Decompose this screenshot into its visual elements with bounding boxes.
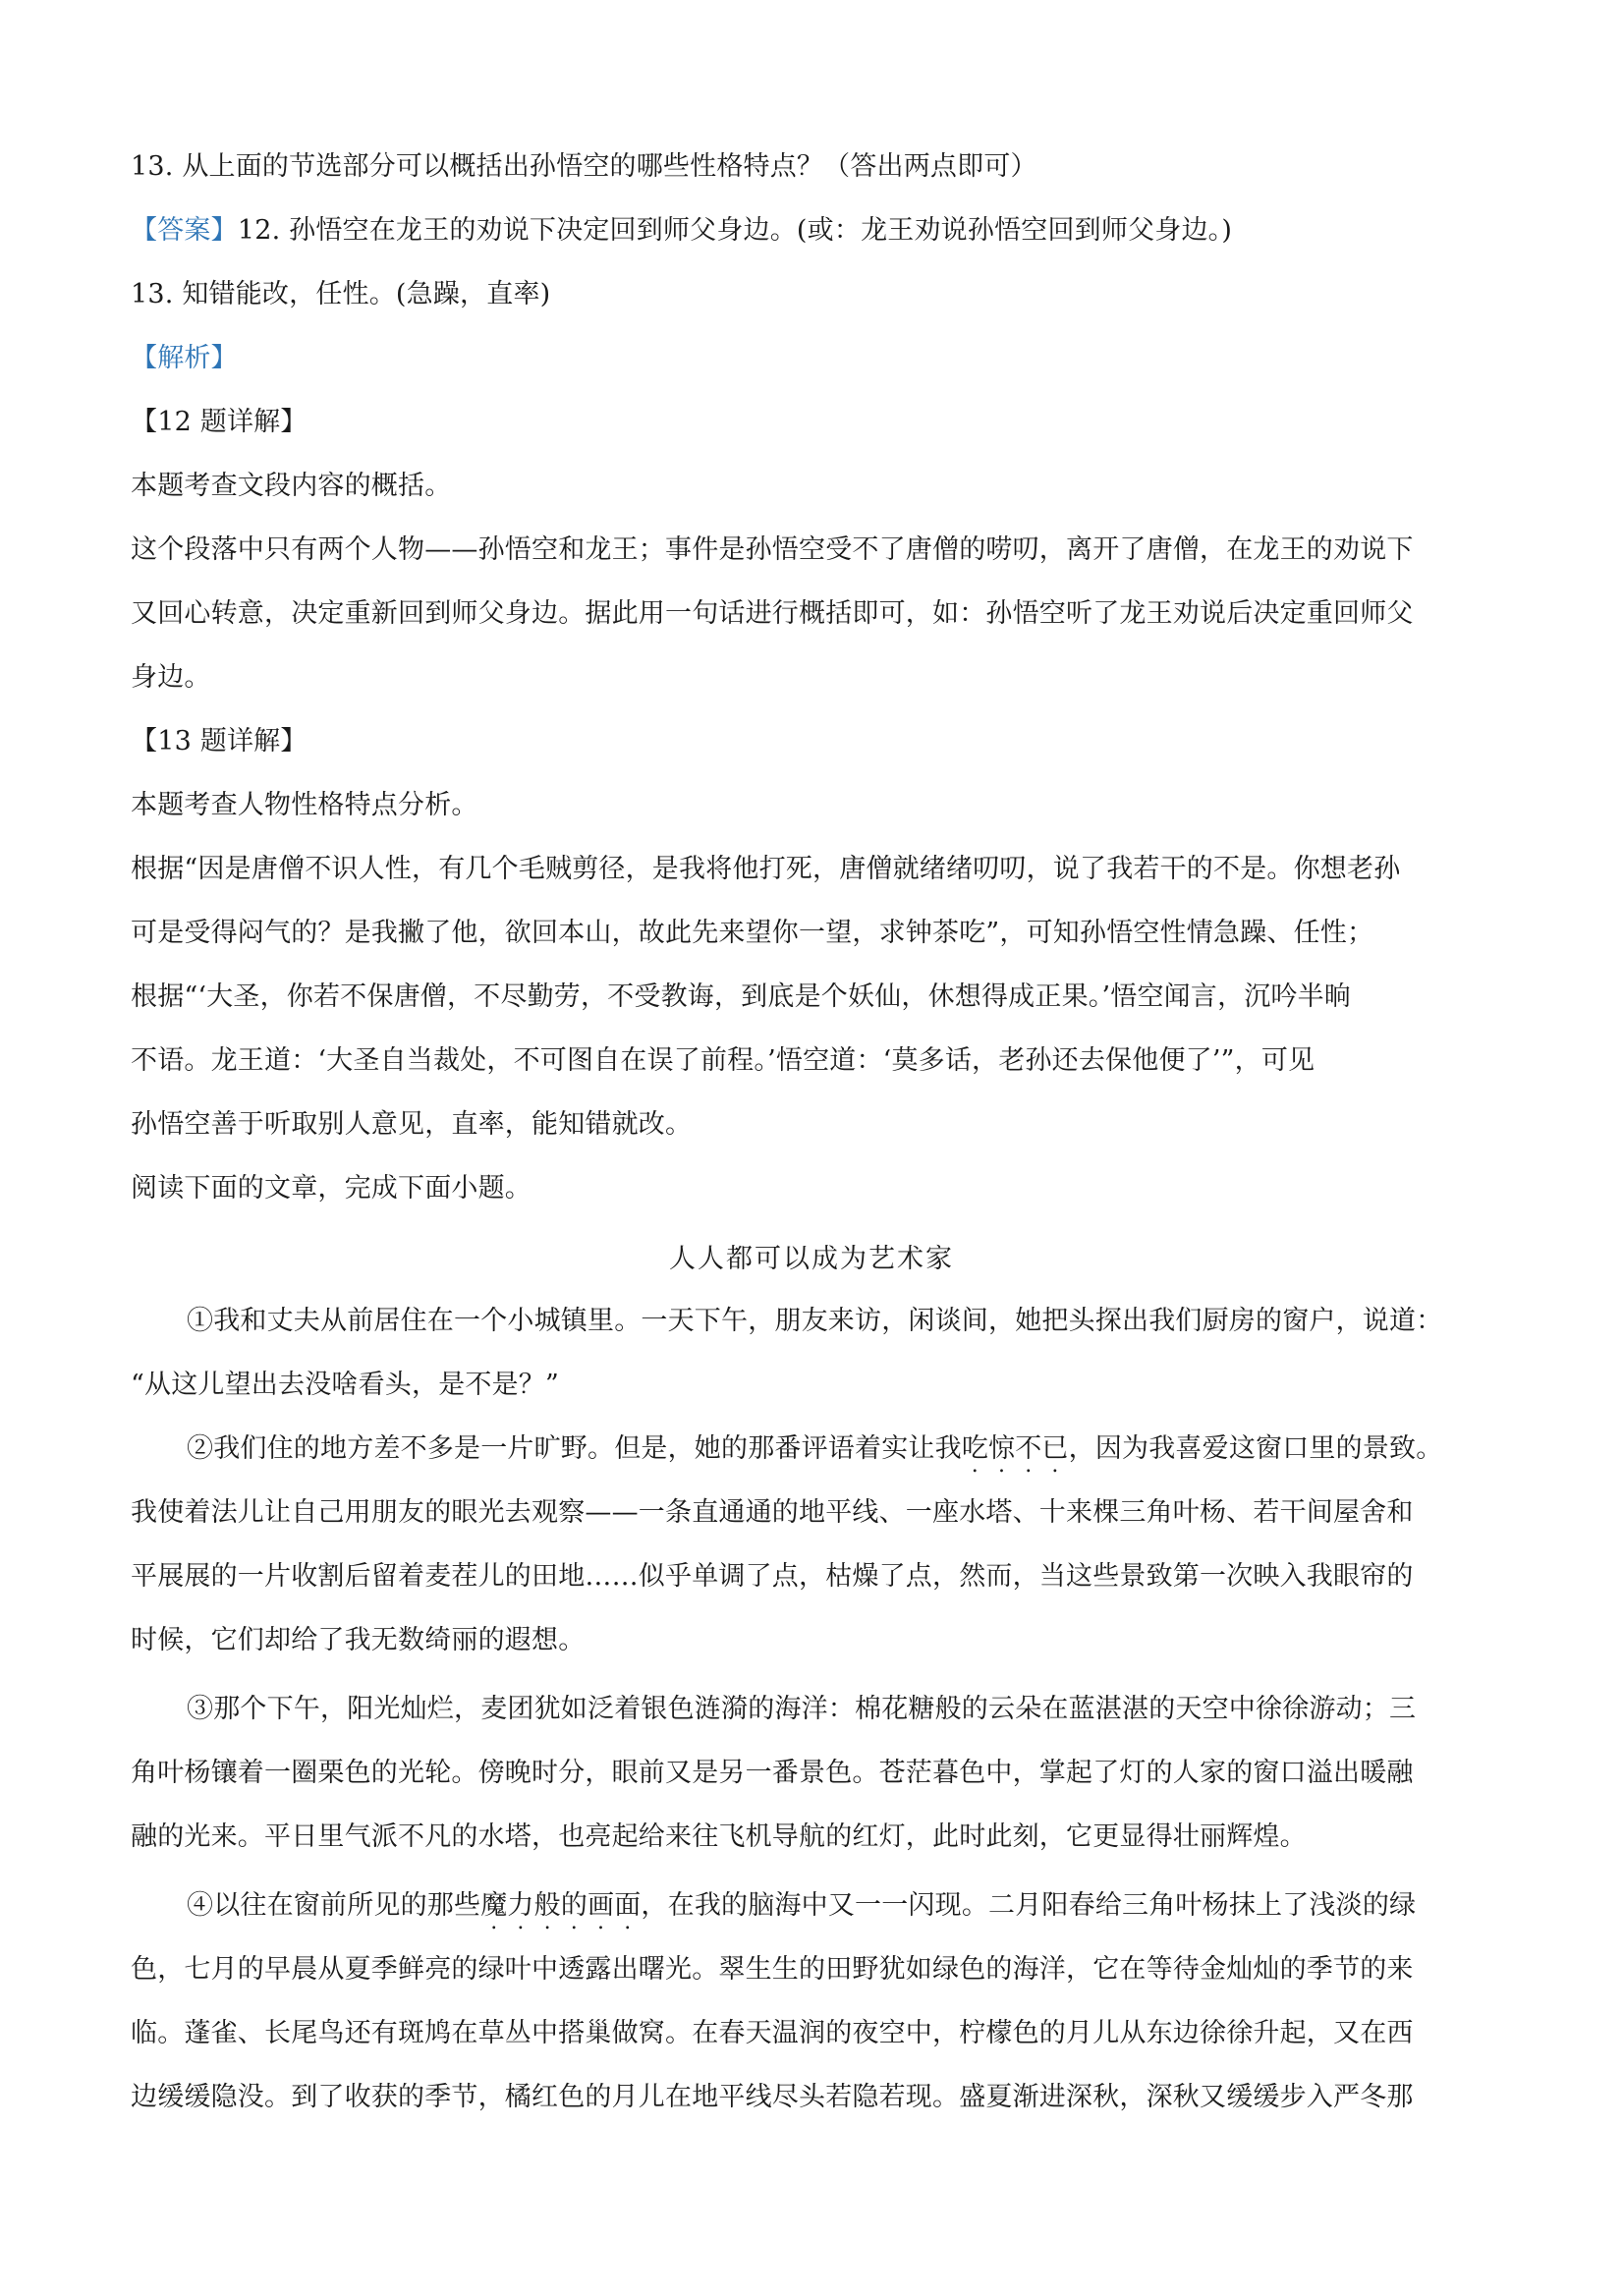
detail-12-intro: 本题考查文段内容的概括。	[131, 471, 452, 501]
reading-instruction: 阅读下面的文章，完成下面小题。	[131, 1173, 532, 1204]
paragraph-4-line: 边缓缓隐没。到了收获的季节，橘红色的月儿在地平线尽头若隐若现。盛夏渐进深秋，深秋又缓缓步入严冬那	[131, 2082, 1414, 2112]
paragraph-4-line	[187, 1886, 1503, 1926]
detail-13-line: 孙悟空善于听取别人意见，直率，能知错就改。	[131, 1109, 693, 1140]
answer-12: 12. 孙悟空在龙王的劝说下决定回到师父身边。(或：龙王劝说孙悟空回到师父身边。)	[237, 215, 1233, 246]
emphasis-char: 不	[1015, 1433, 1042, 1464]
detail-13-heading: 【13 题详解】	[131, 726, 308, 756]
detail-13-line: 可是受得闷气的？是我撇了他，欲回本山，故此先来望你一望，求钟茶吃”，可知孙悟空性情急躁、任性；	[131, 918, 1374, 948]
paragraph-4-text: ④以往在窗前所见的那些	[187, 1890, 481, 1921]
detail-12-line: 这个段落中只有两个人物——孙悟空和龙王；事件是孙悟空受不了唐僧的唠叨，离开了唐僧，在龙王的劝说下	[131, 534, 1414, 565]
paragraph-2-text: ②我们住的地方差不多是一片旷野。但是，她的那番评语着实让我	[187, 1433, 962, 1464]
emphasis-char: 吃	[961, 1433, 989, 1464]
emphasis-char: 惊	[988, 1433, 1016, 1464]
paragraph-2-text: ，因为我喜爱这窗口里的景致。	[1068, 1433, 1443, 1464]
detail-12-line: 又回心转意，决定重新回到师父身边。据此用一句话进行概括即可，如：孙悟空听了龙王劝说后决定重回师父	[131, 598, 1414, 629]
paragraph-2-line: 我使着法儿让自己用朋友的眼光去观察——一条直通通的地平线、一座水塔、十来棵三角叶杨、若干间屋舍和	[131, 1497, 1414, 1528]
emphasis-char: 力	[507, 1890, 534, 1921]
emphasis-char: 般	[533, 1890, 561, 1921]
answer-tag: 【答案】	[131, 215, 238, 246]
paragraph-3-line: ③那个下午，阳光灿烂，麦团犹如泛着银色涟漪的海洋：棉花糖般的云朵在蓝湛湛的天空中徐徐游动；三	[187, 1694, 1417, 1724]
analysis-tag: 【解析】	[131, 343, 238, 373]
answer-13: 13. 知错能改，任性。(急躁，直率)	[131, 279, 551, 309]
paragraph-3-line: 角叶杨镶着一圈栗色的光轮。傍晚时分，眼前又是另一番景色。苍茫暮色中，掌起了灯的人家的窗口溢出暖融	[131, 1758, 1414, 1788]
detail-13-line: 根据“‘大圣，你若不保唐僧，不尽勤劳，不受教诲，到底是个妖仙，休想得成正果。’悟空闻言，沉吟半晌	[131, 981, 1352, 1012]
answer-line-12	[131, 211, 1506, 251]
detail-12-line: 身边。	[131, 662, 211, 693]
paragraph-4-line: 临。蓬雀、长尾鸟还有斑鸠在草丛中搭巢做窝。在春天温润的夜空中，柠檬色的月儿从东边徐徐升起，又在西	[131, 2018, 1414, 2048]
dotted-emphasis	[480, 1890, 641, 1921]
emphasis-char: 画	[588, 1890, 615, 1921]
emphasis-char: 面	[614, 1890, 642, 1921]
paragraph-2-line: 平展展的一片收割后留着麦茬儿的田地……似乎单调了点，枯燥了点，然而，当这些景致第一次映入我眼帘的	[131, 1561, 1414, 1592]
paragraph-2-line	[187, 1429, 1503, 1469]
paragraph-1-line: “从这儿望出去没啥看头，是不是？”	[131, 1370, 560, 1400]
emphasis-char: 魔	[480, 1890, 508, 1921]
emphasis-char: 已	[1041, 1433, 1069, 1464]
paragraph-1-line: ①我和丈夫从前居住在一个小城镇里。一天下午，朋友来访，闲谈间，她把头探出我们厨房的窗户，说道：	[187, 1306, 1443, 1336]
paragraph-2-line: 时候，它们却给了我无数绮丽的遐想。	[131, 1625, 586, 1655]
emphasis-char: 的	[560, 1890, 588, 1921]
detail-13-intro: 本题考查人物性格特点分析。	[131, 790, 478, 820]
article-title: 人人都可以成为艺术家	[669, 1244, 954, 1274]
paragraph-3-line: 融的光来。平日里气派不凡的水塔，也亮起给来往飞机导航的红灯，此时此刻，它更显得壮丽辉煌。	[131, 1821, 1307, 1852]
detail-13-line: 根据“因是唐僧不识人性，有几个毛贼剪径，是我将他打死，唐僧就绪绪叨叨，说了我若干的不是。你想老孙	[131, 854, 1401, 884]
detail-12-heading: 【12 题详解】	[131, 407, 308, 437]
question-13: 13. 从上面的节选部分可以概括出孙悟空的哪些性格特点？（答出两点即可）	[131, 151, 1037, 182]
dotted-emphasis	[962, 1433, 1069, 1464]
detail-13-line: 不语。龙王道：‘大圣自当裁处，不可图自在误了前程。’悟空道：‘莫多话，老孙还去保他便了’”，可见	[131, 1045, 1315, 1076]
paragraph-4-text: ，在我的脑海中又一一闪现。二月阳春给三角叶杨抹上了浅淡的绿	[641, 1890, 1417, 1921]
paragraph-4-line: 色，七月的早晨从夏季鲜亮的绿叶中透露出曙光。翠生生的田野犹如绿色的海洋，它在等待金灿灿的季节的来	[131, 1954, 1414, 1985]
